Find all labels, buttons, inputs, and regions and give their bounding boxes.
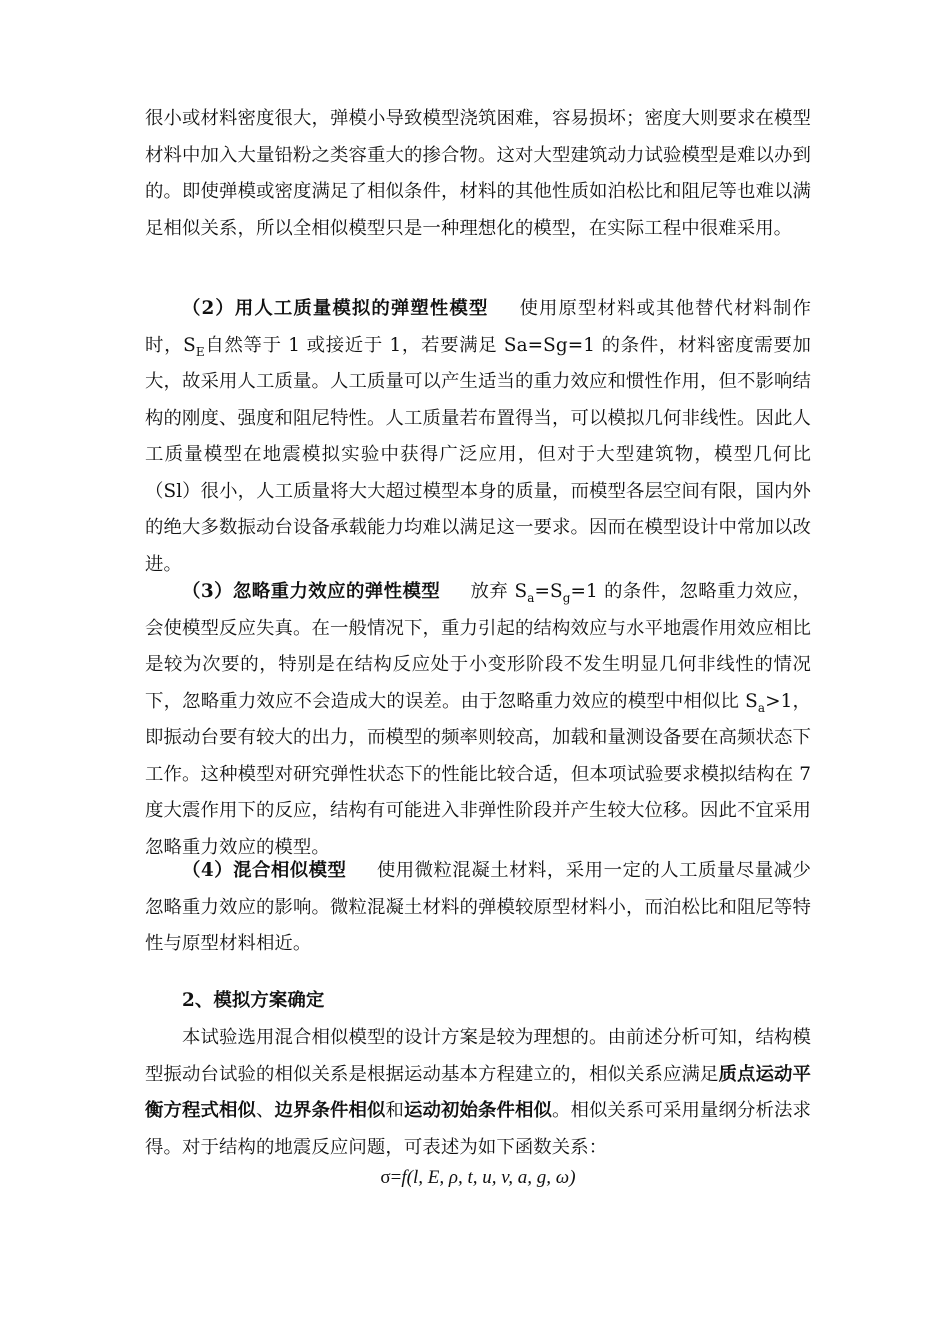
heading-elastic-model: （3）忽略重力效应的弹性模型 [182,581,441,602]
heading-artificial-mass-model: （2）用人工质量模拟的弹塑性模型 [182,298,489,319]
paragraph-simulation-plan [145,1020,811,1166]
formula-arguments: (l, E, ρ, t, u, v, a, g, ω) [406,1167,576,1188]
text-segment: >1，即振动台要有较大的出力，而模型的频率则较高，加载和量测设备要在高频状态下工作。这种模型对研究弹性状态下的性能比较合适，但本项试验要求模拟结构在 7 度大震作用下的反应，结构有可能进入非弹性阶段并产生较大位移。因此不宜采用忽略重力效应的模型。 [145,690,811,858]
emphasis-motion-equation-similarity: 质点运动平衡方程式相似 [145,1063,811,1121]
text-segment: 自然等于 1 或接近于 1，若要满足 Sa=Sg=1 的条件，材料密度需要加大，故采用人工质量。人工质量可以产生适当的重力效应和惯性作用，但不影响结构的刚度、强度和阻尼特性。人工质量若布置得当，可以模拟几何非线性。因此人工质量模型在地震模拟实验中获得广泛应用，但对于大型建筑物，模型几何比（Sl）很小，人工质量将大大超过模型本身的质量，而模型各层空间有限，国内外的绝大多数振动台设备承载能力均难以满足这一要求。因而在模型设计中常加以改进。 [145,334,811,575]
formula-lhs: σ= [380,1167,402,1188]
text-segment: 。相似关系可采用量纲分析法求得。对于结构的地震反应问题，可表述为如下函数关系： [145,1100,811,1158]
text-segment: 本试验选用混合相似模型的设计方案是较为理想的。由前述分析可知，结构模型振动台试验的相似关系是根据运动基本方程建立的，相似关系应满足 [145,1027,811,1085]
emphasis-boundary-similarity: 边界条件相似 [274,1100,386,1121]
subscript-e: E [195,344,205,359]
text-segment: 和 [385,1100,404,1121]
subscript-g: g [562,591,571,605]
section-heading-simulation-plan: 2、模拟方案确定 [182,990,325,1011]
subscript-a: a [527,591,535,605]
subscript-a: a [757,700,766,715]
text-segment: =1 的条件，忽略重力效应，会使模型反应失真。在一般情况下，重力引起的结构效应与水平地震作用效应相比是较为次要的，特别是在结构反应处于小变形阶段不发生明显几何非线性的情况下，忽略重力效应不会造成大的误差。由于忽略重力效应的模型中相似比 S [145,581,811,712]
paragraph-artificial-mass-model [145,291,811,583]
text-segment: 使用微粒混凝土材料，采用一定的人工质量尽量减少忽略重力效应的影响。微粒混凝土材料的弹模较原型材料小，而泊松比和阻尼等特性与原型材料相近。 [145,860,811,954]
text-segment: 、 [256,1100,275,1121]
paragraph-elastic-model [145,574,811,866]
emphasis-initial-condition-similarity: 运动初始条件相似 [404,1100,552,1121]
function-relation-formula [145,1163,811,1193]
paragraph-similarity-full-model: 很小或材料密度很大，弹模小导致模型浇筑困难，容易损坏；密度大则要求在模型材料中加入大量铅粉之类容重大的掺合物。这对大型建筑动力试验模型是难以办到的。即使弹模或密度满足了相似条件，材料的其他性质如泊松比和阻尼等也难以满足相似关系，所以全相似模型只是一种理想化的模型，在实际工程中很难采用。 [145,108,811,239]
text-segment: =S [534,581,563,602]
heading-mixed-model: （4）混合相似模型 [182,860,347,881]
text-segment: 使用原型材料或其他替代材料制作时，S [145,298,811,356]
formula-function-symbol: f [401,1167,407,1188]
paragraph-mixed-model [145,853,811,963]
text-segment: 放弃 S [470,581,528,602]
